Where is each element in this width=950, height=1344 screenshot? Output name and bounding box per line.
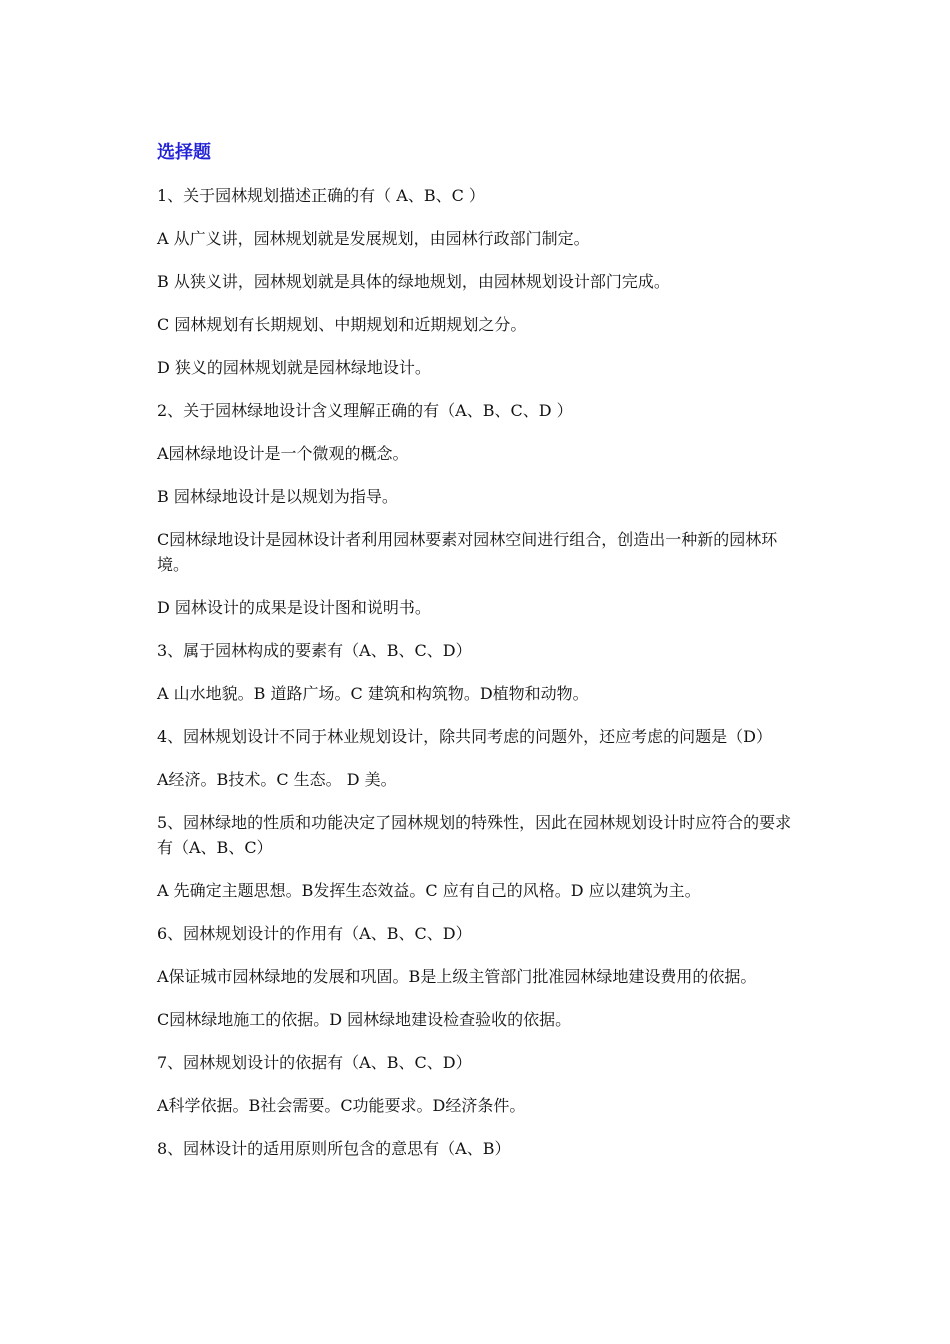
question-2: 2、关于园林绿地设计含义理解正确的有（A、B、C、D ） xyxy=(157,401,573,420)
question-7-options: A科学依据。B社会需要。C功能要求。D经济条件。 xyxy=(157,1096,526,1115)
question-8: 8、园林设计的适用原则所包含的意思有（A、B） xyxy=(157,1139,511,1158)
question-2-option-d: D 园林设计的成果是设计图和说明书。 xyxy=(157,598,431,617)
question-5-options: A 先确定主题思想。B发挥生态效益。C 应有自己的风格。D 应以建筑为主。 xyxy=(157,881,701,900)
question-4: 4、园林规划设计不同于林业规划设计，除共同考虑的问题外，还应考虑的问题是（D） xyxy=(157,727,773,746)
question-4-options: A经济。B技术。C 生态。 D 美。 xyxy=(157,770,397,789)
question-3: 3、属于园林构成的要素有（A、B、C、D） xyxy=(157,641,472,660)
question-6-options-ab: A保证城市园林绿地的发展和巩固。B是上级主管部门批准园林绿地建设费用的依据。 xyxy=(157,967,757,986)
question-1: 1、关于园林规划描述正确的有（ A、B、C ） xyxy=(157,186,485,205)
question-1-option-a: A 从广义讲，园林规划就是发展规划，由园林行政部门制定。 xyxy=(157,229,590,248)
question-5: 5、园林绿地的性质和功能决定了园林规划的特殊性，因此在园林规划设计时应符合的要求有（A、B、C） xyxy=(157,813,792,857)
question-7: 7、园林规划设计的依据有（A、B、C、D） xyxy=(157,1053,472,1072)
question-3-options: A 山水地貌。B 道路广场。C 建筑和构筑物。D植物和动物。 xyxy=(157,684,589,703)
section-title: 选择题 xyxy=(157,142,211,163)
question-1-option-c: C 园林规划有长期规划、中期规划和近期规划之分。 xyxy=(157,315,527,334)
question-2-option-c: C园林绿地设计是园林设计者利用园林要素对园林空间进行组合，创造出一种新的园林环境。 xyxy=(157,530,778,574)
document-page xyxy=(157,140,797,1179)
question-6-options-cd: C园林绿地施工的依据。D 园林绿地建设检查验收的依据。 xyxy=(157,1010,572,1029)
question-6: 6、园林规划设计的作用有（A、B、C、D） xyxy=(157,924,472,943)
question-2-option-a: A园林绿地设计是一个微观的概念。 xyxy=(157,444,409,463)
question-2-option-b: B 园林绿地设计是以规划为指导。 xyxy=(157,487,398,506)
question-1-option-d: D 狭义的园林规划就是园林绿地设计。 xyxy=(157,358,431,377)
question-1-option-b: B 从狭义讲，园林规划就是具体的绿地规划，由园林规划设计部门完成。 xyxy=(157,272,670,291)
